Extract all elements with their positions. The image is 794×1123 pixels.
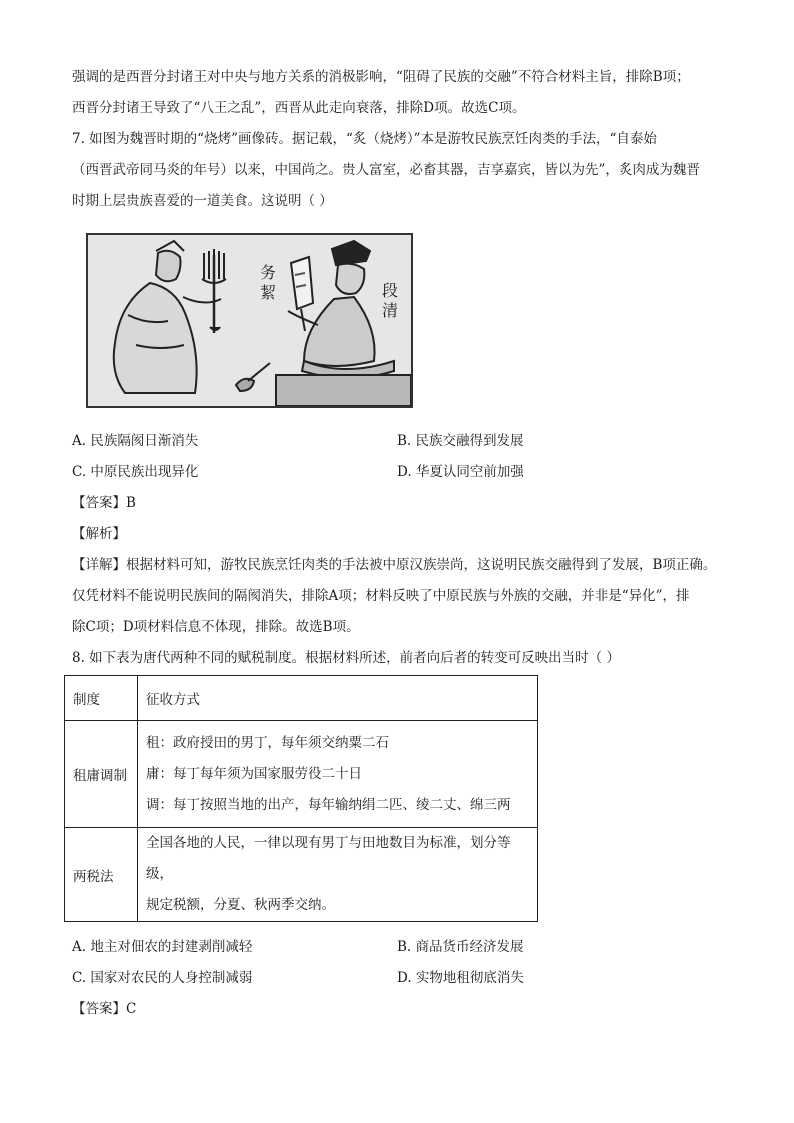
q8-answer bbox=[72, 999, 136, 1019]
q8-option-a[interactable]: A. 地主对佃农的封建剥削减轻 bbox=[72, 939, 253, 955]
method-item: 租：政府授田的男丁，每年须交纳粟二石 bbox=[146, 734, 389, 751]
answer-tag: 【答案】 bbox=[72, 1001, 126, 1017]
method-item: 庸：每丁每年须为国家服劳役二十日 bbox=[146, 765, 362, 782]
platform-drawing bbox=[276, 375, 411, 406]
q7-option-c[interactable]: C. 中原民族出现异化 bbox=[72, 464, 199, 480]
q7-detail-line-2: 仅凭材料不能说明民族间的隔阂消失，排除A项；材料反映了中原民族与外族的交融，并非是“异化”，排 bbox=[72, 588, 690, 604]
collection-method-cell bbox=[138, 828, 538, 922]
answer-tag: 【答案】 bbox=[72, 495, 126, 511]
system-name-cell: 两税法 bbox=[65, 828, 138, 922]
system-name-cell: 租庸调制 bbox=[65, 721, 138, 828]
table-row bbox=[65, 721, 538, 828]
q8-option-c[interactable]: C. 国家对农民的人身控制减弱 bbox=[72, 970, 253, 986]
q7-option-d[interactable]: D. 华夏认同空前加强 bbox=[397, 464, 524, 480]
question-7-stem-line-2: （西晋武帝同马炎的年号）以来，中国尚之。贵人富室，必畜其器，吉享嘉宾，皆以为先”，炙肉成为魏晋 bbox=[72, 162, 700, 178]
figure-label-left: 务絜 bbox=[260, 263, 277, 302]
barbecue-brick-image bbox=[86, 233, 413, 408]
q7-detail-line-3: 除C项；D项材料信息不体现，排除。故选B项。 bbox=[72, 619, 360, 635]
q8-option-d[interactable]: D. 实物地租彻底消失 bbox=[397, 970, 524, 986]
q8-option-b[interactable]: B. 商品货币经济发展 bbox=[397, 939, 524, 955]
q7-answer bbox=[72, 493, 136, 513]
method-item: 调：每丁按照当地的出产，每年输纳绢二匹、绫二丈、绵三两 bbox=[146, 796, 511, 813]
answer-value: C bbox=[126, 1001, 137, 1017]
table-header-row bbox=[65, 676, 538, 721]
q7-detail-line-1: 【详解】根据材料可知，游牧民族烹饪肉类的手法被中原汉族崇尚，这说明民族交融得到了发展，B项正确。 bbox=[72, 557, 717, 573]
question-7-stem-line-1: 7. 如图为魏晋时期的“烧烤”画像砖。据记载，“炙（烧烤）”本是游牧民族烹饪肉类的手法，“自泰始 bbox=[72, 131, 657, 147]
brick-illustration bbox=[88, 235, 411, 406]
method-item: 全国各地的人民，一律以现有男丁与田地数目为标准，划分等级， bbox=[146, 835, 511, 882]
table-header-cell: 征收方式 bbox=[138, 676, 538, 721]
tax-system-table bbox=[64, 675, 538, 922]
question-7-stem-line-3: 时期上层贵族喜爱的一道美食。这说明（ ） bbox=[72, 193, 333, 209]
q7-option-a[interactable]: A. 民族隔阂日渐消失 bbox=[72, 433, 199, 449]
collection-method-cell bbox=[138, 721, 538, 828]
table-header-cell: 制度 bbox=[65, 676, 138, 721]
question-8-stem: 8. 如下表为唐代两种不同的赋税制度。根据材料所述，前者向后者的转变可反映出当时（ ） bbox=[72, 650, 620, 666]
figure-label-right: 段清 bbox=[382, 281, 399, 320]
method-item: 规定税额，分夏、秋两季交纳。 bbox=[146, 897, 335, 913]
table-row bbox=[65, 828, 538, 922]
q7-option-b[interactable]: B. 民族交融得到发展 bbox=[397, 433, 524, 449]
answer-value: B bbox=[126, 495, 136, 511]
q7-analysis-tag: 【解析】 bbox=[72, 526, 126, 542]
text-line-2: 西晋分封诸王导致了“八王之乱”，西晋从此走向衰落，排除D项。故选C项。 bbox=[72, 100, 526, 116]
text-line-1: 强调的是西晋分封诸王对中央与地方关系的消极影响，“阻碍了民族的交融”不符合材料主旨，排除B项； bbox=[72, 69, 690, 85]
